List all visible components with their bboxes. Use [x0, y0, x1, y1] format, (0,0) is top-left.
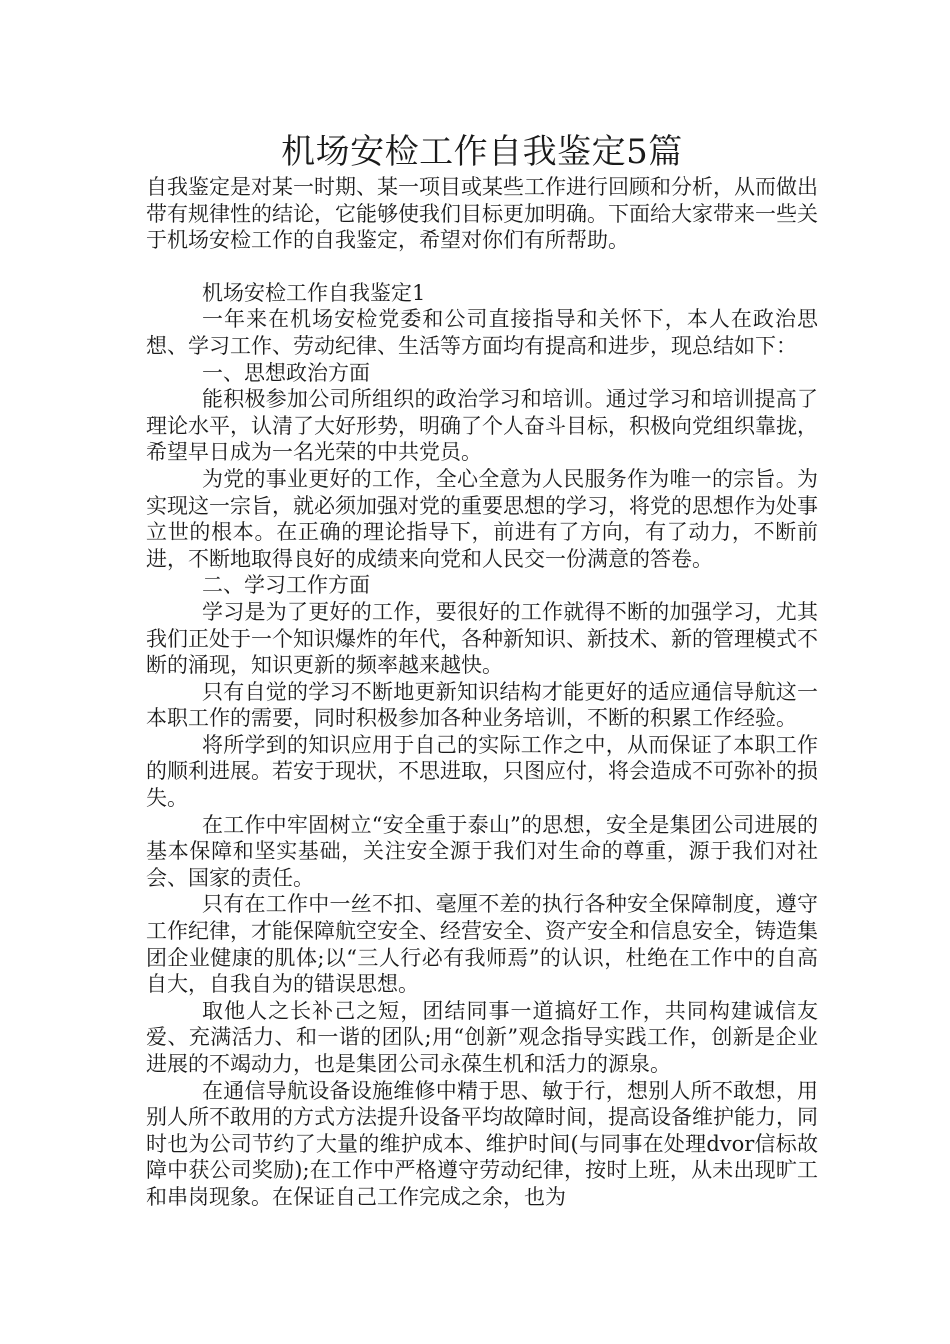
- intro-paragraph: 自我鉴定是对某一时期、某一项目或某些工作进行回顾和分析，从而做出带有规律性的结论，它能够使我们目标更加明确。下面给大家带来一些关于机场安检工作的自我鉴定，希望对你们有所帮助。: [146, 175, 818, 253]
- body-paragraph: 在通信导航设备设施维修中精于思、敏于行，想别人所不敢想，用别人所不敢用的方式方法提升设备平均故障时间，提高设备维护能力，同时也为公司节约了大量的维护成本、维护时间(与同事在处理dvor信标故障中获公司奖励);在工作中严格遵守劳动纪律，按时上班，从未出现旷工和串岗现象。在保证自己工作完成之余，也为: [146, 1078, 818, 1209]
- body-paragraph: 学习是为了更好的工作，要很好的工作就得不断的加强学习，尤其我们正处于一个知识爆炸的年代，各种新知识、新技术、新的管理模式不断的涌现，知识更新的频率越来越快。: [146, 599, 818, 678]
- subsection-heading: 二、学习工作方面: [202, 573, 370, 598]
- document-page: [146, 132, 818, 1211]
- body-paragraph: 一年来在机场安检党委和公司直接指导和关怀下，本人在政治思想、学习工作、劳动纪律、生活等方面均有提高和进步，现总结如下：: [146, 307, 818, 358]
- blank-line: [146, 254, 818, 280]
- body-paragraph: 为党的事业更好的工作，全心全意为人民服务作为唯一的宗旨。为实现这一宗旨，就必须加强对党的重要思想的学习，将党的思想作为处事立世的根本。在正确的理论指导下，前进有了方向，有了动力，不断前进，不断地取得良好的成绩来向党和人民交一份满意的答卷。: [146, 466, 818, 571]
- body-paragraph: 取他人之长补己之短，团结同事一道搞好工作，共同构建诚信友爱、充满活力、和一谐的团队;用“创新”观念指导实践工作，创新是企业进展的不竭动力，也是集团公司永葆生机和活力的源泉。: [146, 998, 818, 1076]
- body-paragraph: 将所学到的知识应用于自己的实际工作之中，从而保证了本职工作的顺利进展。若安于现状，不思进取，只图应付，将会造成不可弥补的损失。: [146, 732, 818, 811]
- body-paragraph: 能积极参加公司所组织的政治学习和培训。通过学习和培训提高了理论水平，认清了大好形势，明确了个人奋斗目标，积极向党组织靠拢，希望早日成为一名光荣的中共党员。: [146, 387, 818, 465]
- subsection-heading: 一、思想政治方面: [202, 360, 370, 385]
- body-paragraph: 在工作中牢固树立“安全重于泰山”的思想，安全是集团公司进展的基本保障和坚实基础，关注安全源于我们对生命的尊重，源于我们对社会、国家的责任。: [146, 812, 818, 890]
- body-paragraph: 只有自觉的学习不断地更新知识结构才能更好的适应通信导航这一本职工作的需要，同时积极参加各种业务培训，不断的积累工作经验。: [146, 679, 818, 731]
- document-title: 机场安检工作自我鉴定5篇: [281, 132, 683, 172]
- section-heading: 机场安检工作自我鉴定1: [202, 280, 426, 305]
- body-paragraph: 只有在工作中一丝不扣、毫厘不差的执行各种安全保障制度，遵守工作纪律，才能保障航空安全、经营安全、资产安全和信息安全，铸造集团企业健康的肌体;以“三人行必有我师焉”的认识，杜绝在工作中的自高自大，自我自为的错误思想。: [146, 892, 818, 997]
